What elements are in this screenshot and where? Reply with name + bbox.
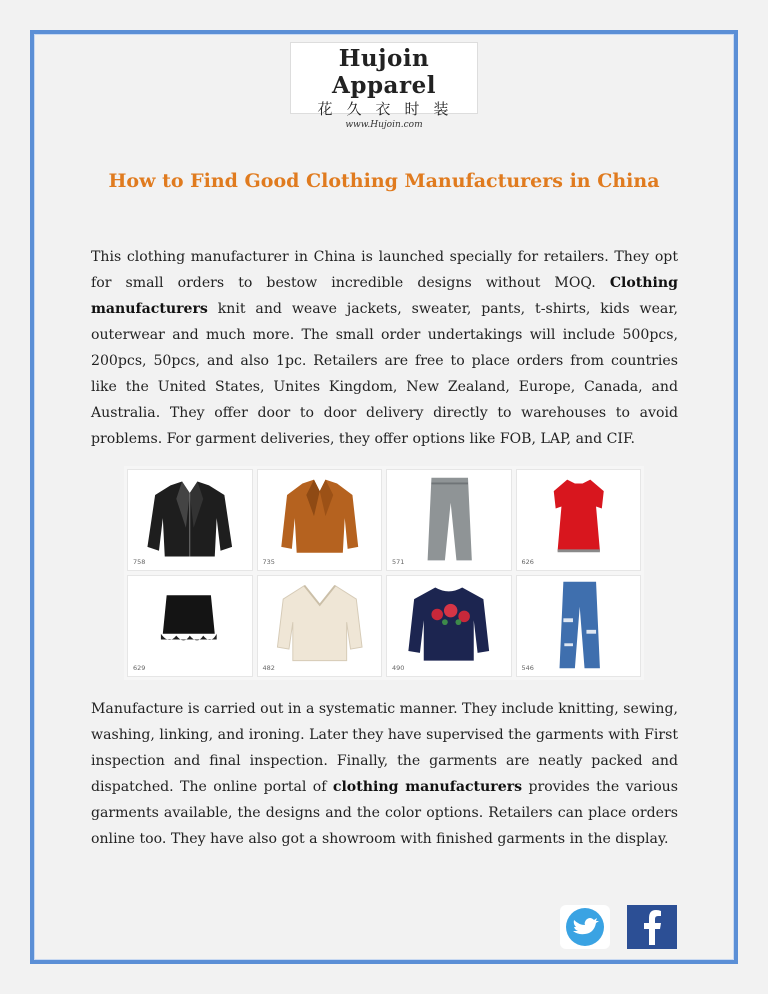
intro-paragraph [91, 244, 678, 452]
grey-pants-icon [387, 470, 511, 570]
product-card[interactable] [257, 469, 383, 571]
product-number: 482 [262, 664, 275, 672]
brown-suede-jacket-icon [258, 470, 382, 570]
black-skirt-icon [128, 576, 252, 676]
process-paragraph [91, 696, 678, 852]
red-dress-icon [517, 470, 641, 570]
logo-chinese: 花久衣时装 [317, 100, 463, 118]
intro-text-1: This clothing manufacturer in China is launched specially for retailers. They opt for small orders to bestow incredible designs without MOQ. [91, 249, 678, 291]
product-gallery [124, 466, 644, 680]
black-leather-jacket-icon [128, 470, 252, 570]
twitter-button[interactable] [560, 905, 610, 949]
process-text-2: provides the various garments available, the designs and the color options. Retailers can place orders online too. They have also got a showroom with finished garments in the display. [91, 779, 678, 847]
twitter-bird-icon [560, 905, 610, 949]
product-card[interactable] [127, 469, 253, 571]
facebook-f-icon [627, 905, 677, 949]
product-card[interactable] [257, 575, 383, 677]
page-title: How to Find Good Clothing Manufacturers in China [108, 170, 660, 192]
intro-text-2: knit and weave jackets, sweater, pants, t-shirts, kids wear, outerwear and much more. The small order undertakings will include 500pcs, 200pcs, 50pcs, and also 1pc. Retailers are free to place orders from countries like the United States, Unites Kingdom, New Zealand, Europe, Canada, and Australia. They offer door to door delivery directly to warehouses to avoid problems. For garment deliveries, they offer options like FOB, LAP, and CIF. [91, 301, 678, 447]
product-card[interactable] [386, 575, 512, 677]
hujoin-logo[interactable] [290, 42, 478, 130]
clothing-manufacturers-keyword[interactable]: Clothing manufacturers [91, 275, 678, 317]
product-number: 626 [521, 558, 534, 566]
product-card[interactable] [516, 469, 642, 571]
product-card[interactable] [516, 575, 642, 677]
product-card[interactable] [386, 469, 512, 571]
cream-sweater-icon [258, 576, 382, 676]
ripped-jeans-icon [517, 576, 641, 676]
product-number: 629 [133, 664, 146, 672]
product-number: 571 [392, 558, 405, 566]
facebook-button[interactable] [627, 905, 677, 949]
logo-url: www.Hujoin.com [345, 120, 423, 130]
clothing-manufacturers-keyword[interactable]: clothing manufacturers [332, 779, 523, 795]
logo-name: Hujoin Apparel [332, 45, 436, 99]
product-number: 490 [392, 664, 405, 672]
product-number: 758 [133, 558, 146, 566]
process-text-1: Manufacture is carried out in a systematic manner. They include knitting, sewing, washing, linking, and ironing. Later they have supervised the garments with First inspection and final inspection. Finally, the garments are neatly packed and dispatched. The online portal of [91, 701, 678, 795]
product-card[interactable] [127, 575, 253, 677]
product-number: 735 [262, 558, 275, 566]
product-number: 546 [521, 664, 534, 672]
navy-floral-sweater-icon [387, 576, 511, 676]
